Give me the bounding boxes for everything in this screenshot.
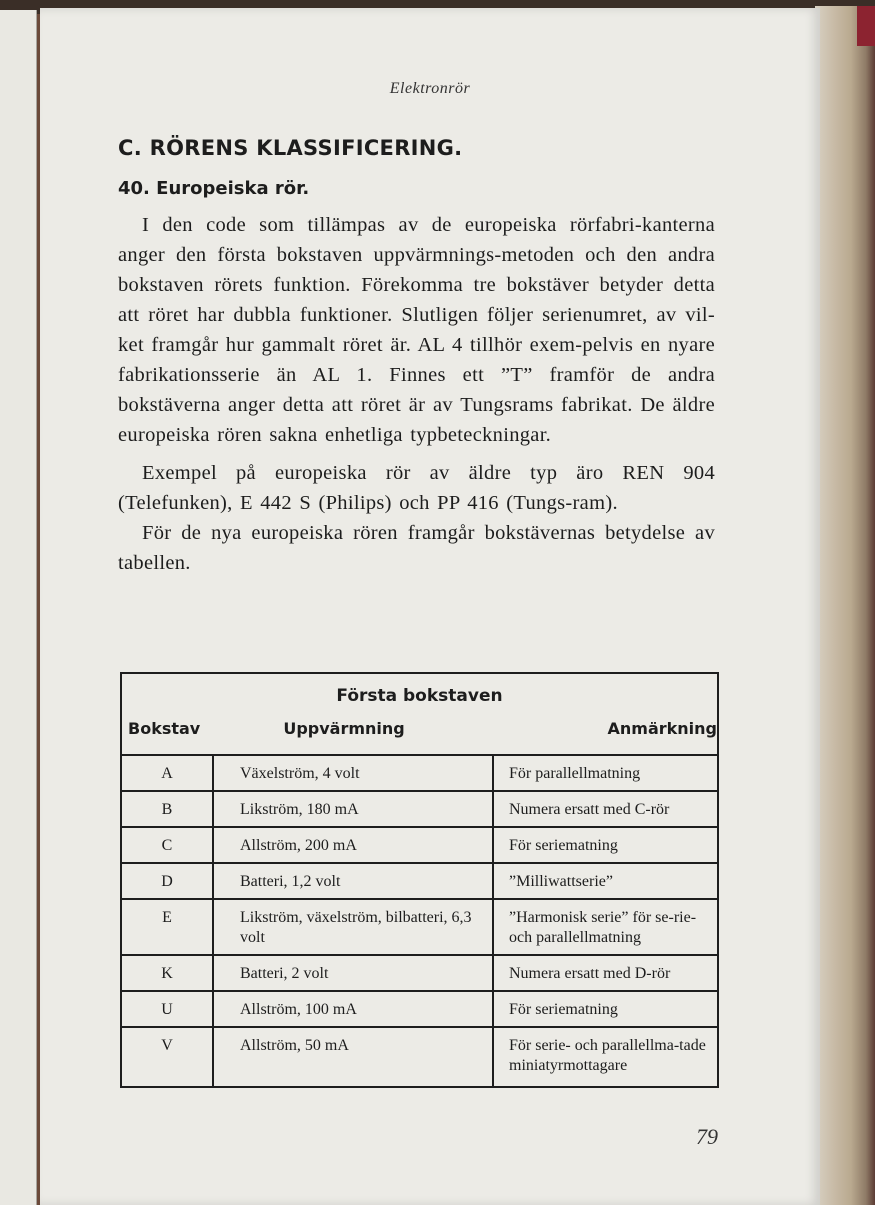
cell-note: Numera ersatt med D-rör bbox=[493, 955, 718, 991]
cell-letter: V bbox=[121, 1027, 213, 1087]
cell-letter: B bbox=[121, 791, 213, 827]
col-header-note: Anmärkning bbox=[607, 719, 717, 738]
cell-heating: Allström, 50 mA bbox=[213, 1027, 493, 1087]
table-row bbox=[121, 991, 718, 1027]
book-cover-corner bbox=[857, 6, 875, 46]
table-row bbox=[121, 1027, 718, 1087]
cell-heating: Likström, 180 mA bbox=[213, 791, 493, 827]
table-row bbox=[121, 955, 718, 991]
left-page-edge bbox=[0, 10, 37, 1205]
table-row bbox=[121, 863, 718, 899]
col-header-letter: Bokstav bbox=[128, 719, 201, 738]
cell-note: För serie- och parallellma-tade miniatyrmottagare bbox=[493, 1027, 718, 1087]
table-row bbox=[121, 899, 718, 955]
section-title: C. RÖRENS KLASSIFICERING. bbox=[118, 136, 463, 160]
cell-letter: E bbox=[121, 899, 213, 955]
cell-heating: Batteri, 1,2 volt bbox=[213, 863, 493, 899]
cell-letter: D bbox=[121, 863, 213, 899]
table-row bbox=[121, 827, 718, 863]
cell-note: Numera ersatt med C-rör bbox=[493, 791, 718, 827]
paragraph: För de nya europeiska rören framgår bokstävernas betydelse av tabellen. bbox=[118, 522, 715, 574]
cell-heating: Allström, 200 mA bbox=[213, 827, 493, 863]
page-number: 79 bbox=[696, 1124, 718, 1149]
cell-note: ”Harmonisk serie” för se-rie- och parallellmatning bbox=[493, 899, 718, 955]
paragraph: Exempel på europeiska rör av äldre typ äro REN 904 (Telefunken), E 442 S (Philips) och PP 416 (Tungs-ram). bbox=[118, 462, 715, 514]
cell-note: För parallellmatning bbox=[493, 755, 718, 791]
table-row bbox=[121, 791, 718, 827]
cell-heating: Växelström, 4 volt bbox=[213, 755, 493, 791]
cell-letter: A bbox=[121, 755, 213, 791]
cell-heating: Allström, 100 mA bbox=[213, 991, 493, 1027]
table-row bbox=[121, 755, 718, 791]
table-header-row bbox=[121, 673, 718, 755]
cell-letter: C bbox=[121, 827, 213, 863]
cell-heating: Likström, växelström, bilbatteri, 6,3 volt bbox=[213, 899, 493, 955]
col-header-heating: Uppvärmning bbox=[283, 719, 405, 738]
cell-letter: K bbox=[121, 955, 213, 991]
tube-classification-table bbox=[120, 672, 719, 1088]
book-page bbox=[40, 8, 820, 1205]
table-header bbox=[121, 673, 718, 755]
cell-heating: Batteri, 2 volt bbox=[213, 955, 493, 991]
running-head: Elektronrör bbox=[389, 80, 471, 97]
cell-note: För seriematning bbox=[493, 991, 718, 1027]
cell-letter: U bbox=[121, 991, 213, 1027]
group-header: Första bokstaven bbox=[336, 686, 503, 706]
paragraph: I den code som tillämpas av de europeiska rörfabri-kanterna anger den första bokstaven uppvärmnings-metoden och den andra bokstaven rörets funktion. Förekomma tre bokstäver betyder detta att röret har dubbla funktioner. Slutligen följer serienumret, av vil-ket framgår hur gammalt röret är. AL 4 tillhör exem-pelvis en nyare fabrikationsserie än AL 1. Finnes ett ”T” framför de andra bokstäverna anger detta att röret är av Tungsrams fabrikat. De äldre europeiska rören sakna enhetliga typbeteckningar. bbox=[118, 214, 715, 446]
body-text bbox=[118, 210, 715, 586]
cell-note: För seriematning bbox=[493, 827, 718, 863]
subsection-title: 40. Europeiska rör. bbox=[118, 178, 310, 199]
cell-note: ”Milliwattserie” bbox=[493, 863, 718, 899]
book-fore-edge bbox=[815, 6, 875, 1205]
